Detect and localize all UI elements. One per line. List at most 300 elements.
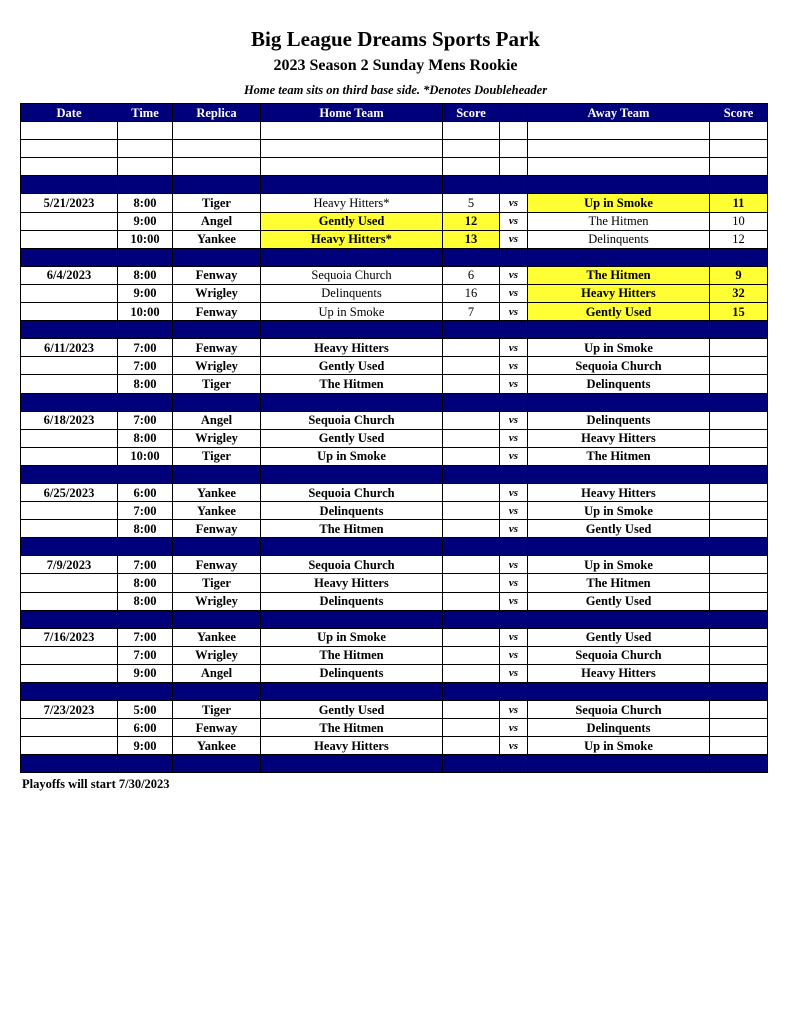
cell-time: 8:00	[118, 194, 173, 212]
cell-vs: vs	[500, 429, 528, 447]
cell-home-team	[261, 248, 443, 266]
cell-replica: Yankee	[173, 628, 261, 646]
cell-date	[21, 447, 118, 465]
table-row	[21, 592, 768, 610]
cell-away-score: 9	[710, 266, 768, 284]
cell-date	[21, 646, 118, 664]
cell-away-score	[710, 465, 768, 483]
cell-vs	[500, 755, 528, 773]
cell-away-team	[528, 393, 710, 411]
cell-away-score	[710, 411, 768, 429]
cell-time: 7:00	[118, 646, 173, 664]
cell-away-team: Up in Smoke	[528, 194, 710, 212]
cell-home-score	[443, 158, 500, 176]
cell-home-score	[443, 140, 500, 158]
cell-away-team: Heavy Hitters	[528, 483, 710, 501]
cell-vs: vs	[500, 737, 528, 755]
cell-away-score	[710, 375, 768, 393]
cell-date	[21, 284, 118, 302]
cell-date	[21, 520, 118, 538]
cell-replica: Wrigley	[173, 357, 261, 375]
cell-time	[118, 176, 173, 194]
cell-replica: Wrigley	[173, 592, 261, 610]
cell-away-score	[710, 628, 768, 646]
cell-time	[118, 321, 173, 339]
cell-away-score	[710, 646, 768, 664]
cell-date	[21, 429, 118, 447]
cell-home-team: Heavy Hitters*	[261, 194, 443, 212]
cell-time	[118, 683, 173, 701]
cell-date	[21, 465, 118, 483]
cell-home-team: The Hitmen	[261, 375, 443, 393]
cell-vs	[500, 122, 528, 140]
cell-vs: vs	[500, 339, 528, 357]
cell-home-team: Heavy Hitters	[261, 339, 443, 357]
cell-home-team	[261, 140, 443, 158]
cell-home-score	[443, 502, 500, 520]
cell-date	[21, 321, 118, 339]
cell-replica: Yankee	[173, 737, 261, 755]
header-home-score: Score	[443, 104, 500, 122]
cell-away-team	[528, 755, 710, 773]
date-separator-row	[21, 755, 768, 773]
cell-time: 8:00	[118, 592, 173, 610]
cell-date	[21, 719, 118, 737]
blank-row	[21, 122, 768, 140]
cell-home-score	[443, 411, 500, 429]
header-home-team: Home Team	[261, 104, 443, 122]
cell-replica	[173, 158, 261, 176]
cell-home-team: Sequoia Church	[261, 556, 443, 574]
cell-vs	[500, 176, 528, 194]
schedule-table	[20, 103, 768, 773]
header-replica: Replica	[173, 104, 261, 122]
cell-replica: Angel	[173, 212, 261, 230]
cell-time: 10:00	[118, 447, 173, 465]
header-vs	[500, 104, 528, 122]
cell-time: 8:00	[118, 266, 173, 284]
cell-vs: vs	[500, 719, 528, 737]
cell-time	[118, 755, 173, 773]
cell-away-score	[710, 393, 768, 411]
cell-away-score	[710, 610, 768, 628]
cell-away-score	[710, 447, 768, 465]
cell-home-team: Sequoia Church	[261, 266, 443, 284]
cell-away-score	[710, 755, 768, 773]
table-row	[21, 520, 768, 538]
cell-time: 9:00	[118, 737, 173, 755]
cell-vs: vs	[500, 574, 528, 592]
cell-away-team: Up in Smoke	[528, 556, 710, 574]
cell-vs: vs	[500, 194, 528, 212]
cell-away-score: 32	[710, 284, 768, 302]
cell-time: 6:00	[118, 719, 173, 737]
cell-time	[118, 393, 173, 411]
cell-home-score	[443, 701, 500, 719]
cell-date	[21, 248, 118, 266]
cell-replica: Wrigley	[173, 284, 261, 302]
cell-time: 10:00	[118, 230, 173, 248]
blank-row	[21, 140, 768, 158]
cell-time: 9:00	[118, 284, 173, 302]
cell-replica: Wrigley	[173, 429, 261, 447]
table-row	[21, 646, 768, 664]
cell-date	[21, 357, 118, 375]
cell-home-team: The Hitmen	[261, 520, 443, 538]
cell-time	[118, 158, 173, 176]
cell-home-score	[443, 683, 500, 701]
table-row	[21, 284, 768, 302]
table-row	[21, 483, 768, 501]
cell-replica: Tiger	[173, 701, 261, 719]
cell-away-score	[710, 339, 768, 357]
cell-home-score	[443, 447, 500, 465]
cell-time: 6:00	[118, 483, 173, 501]
cell-vs: vs	[500, 212, 528, 230]
cell-date	[21, 176, 118, 194]
cell-replica: Tiger	[173, 447, 261, 465]
cell-away-score	[710, 357, 768, 375]
cell-vs	[500, 465, 528, 483]
cell-vs: vs	[500, 592, 528, 610]
cell-date: 5/21/2023	[21, 194, 118, 212]
date-separator-row	[21, 538, 768, 556]
cell-vs	[500, 393, 528, 411]
cell-date	[21, 610, 118, 628]
cell-date	[21, 502, 118, 520]
page-title: Big League Dreams Sports Park	[251, 27, 540, 51]
cell-away-team	[528, 465, 710, 483]
table-row	[21, 357, 768, 375]
table-row	[21, 628, 768, 646]
cell-home-score: 6	[443, 266, 500, 284]
table-row	[21, 447, 768, 465]
cell-away-score: 10	[710, 212, 768, 230]
table-row	[21, 375, 768, 393]
cell-time: 10:00	[118, 303, 173, 321]
table-row	[21, 502, 768, 520]
cell-vs: vs	[500, 520, 528, 538]
cell-replica	[173, 122, 261, 140]
cell-time	[118, 140, 173, 158]
cell-date	[21, 592, 118, 610]
cell-home-team: The Hitmen	[261, 646, 443, 664]
cell-time: 7:00	[118, 628, 173, 646]
cell-away-score	[710, 683, 768, 701]
cell-away-score	[710, 140, 768, 158]
table-row	[21, 556, 768, 574]
cell-away-team	[528, 140, 710, 158]
cell-replica	[173, 393, 261, 411]
cell-home-score	[443, 122, 500, 140]
cell-date	[21, 574, 118, 592]
cell-home-team	[261, 158, 443, 176]
date-separator-row	[21, 610, 768, 628]
cell-away-score	[710, 429, 768, 447]
cell-home-team	[261, 393, 443, 411]
cell-home-team: Delinquents	[261, 592, 443, 610]
table-row	[21, 719, 768, 737]
header-away-team: Away Team	[528, 104, 710, 122]
cell-replica: Fenway	[173, 520, 261, 538]
cell-vs: vs	[500, 502, 528, 520]
cell-date	[21, 755, 118, 773]
cell-away-score	[710, 248, 768, 266]
cell-time: 5:00	[118, 701, 173, 719]
cell-away-team	[528, 176, 710, 194]
cell-home-team	[261, 755, 443, 773]
cell-away-team: Up in Smoke	[528, 339, 710, 357]
cell-date: 7/16/2023	[21, 628, 118, 646]
cell-away-score	[710, 502, 768, 520]
cell-away-team	[528, 683, 710, 701]
cell-home-team: Gently Used	[261, 429, 443, 447]
cell-home-score	[443, 248, 500, 266]
cell-home-team: Heavy Hitters*	[261, 230, 443, 248]
cell-date	[21, 212, 118, 230]
cell-replica	[173, 321, 261, 339]
cell-replica	[173, 176, 261, 194]
cell-replica	[173, 140, 261, 158]
cell-home-score	[443, 357, 500, 375]
date-separator-row	[21, 683, 768, 701]
cell-home-score	[443, 755, 500, 773]
cell-time	[118, 610, 173, 628]
cell-away-team	[528, 248, 710, 266]
header-time: Time	[118, 104, 173, 122]
cell-home-team: Up in Smoke	[261, 447, 443, 465]
cell-away-team: Gently Used	[528, 592, 710, 610]
cell-replica: Tiger	[173, 574, 261, 592]
cell-time: 7:00	[118, 502, 173, 520]
table-row	[21, 574, 768, 592]
cell-home-team: Gently Used	[261, 212, 443, 230]
cell-home-team: Sequoia Church	[261, 483, 443, 501]
cell-home-team: Gently Used	[261, 701, 443, 719]
cell-date: 6/18/2023	[21, 411, 118, 429]
cell-home-score	[443, 520, 500, 538]
playoffs-note: Playoffs will start 7/30/2023	[22, 777, 170, 791]
cell-vs: vs	[500, 701, 528, 719]
cell-home-score	[443, 393, 500, 411]
cell-vs	[500, 321, 528, 339]
cell-time: 8:00	[118, 574, 173, 592]
cell-home-score	[443, 375, 500, 393]
cell-away-team: Sequoia Church	[528, 701, 710, 719]
cell-away-score	[710, 574, 768, 592]
cell-date	[21, 737, 118, 755]
table-row	[21, 194, 768, 212]
cell-home-score: 16	[443, 284, 500, 302]
cell-home-score	[443, 321, 500, 339]
cell-vs	[500, 248, 528, 266]
cell-replica: Fenway	[173, 556, 261, 574]
page-subtitle: 2023 Season 2 Sunday Mens Rookie	[273, 57, 518, 74]
cell-away-score	[710, 122, 768, 140]
date-separator-row	[21, 248, 768, 266]
cell-vs	[500, 158, 528, 176]
cell-home-team	[261, 176, 443, 194]
cell-replica	[173, 755, 261, 773]
doubleheader-note: Home team sits on third base side. *Denotes Doubleheader	[243, 83, 548, 97]
cell-home-score: 5	[443, 194, 500, 212]
cell-home-team: Delinquents	[261, 502, 443, 520]
cell-home-score	[443, 483, 500, 501]
table-row	[21, 411, 768, 429]
cell-home-team: Sequoia Church	[261, 411, 443, 429]
cell-date: 6/11/2023	[21, 339, 118, 357]
cell-home-team: Up in Smoke	[261, 303, 443, 321]
cell-replica	[173, 683, 261, 701]
cell-vs: vs	[500, 646, 528, 664]
cell-time: 8:00	[118, 429, 173, 447]
cell-away-score: 12	[710, 230, 768, 248]
cell-home-team	[261, 465, 443, 483]
cell-replica	[173, 610, 261, 628]
cell-away-score	[710, 321, 768, 339]
cell-away-team: Heavy Hitters	[528, 429, 710, 447]
cell-home-score	[443, 737, 500, 755]
cell-replica: Fenway	[173, 719, 261, 737]
table-row	[21, 701, 768, 719]
schedule-body	[21, 122, 768, 773]
cell-away-team: Up in Smoke	[528, 737, 710, 755]
cell-away-score	[710, 719, 768, 737]
header-row	[21, 104, 768, 122]
cell-away-team	[528, 321, 710, 339]
cell-time: 7:00	[118, 411, 173, 429]
cell-date	[21, 230, 118, 248]
cell-time: 9:00	[118, 664, 173, 682]
cell-away-team: Delinquents	[528, 375, 710, 393]
cell-vs: vs	[500, 447, 528, 465]
cell-home-team: Up in Smoke	[261, 628, 443, 646]
cell-away-team: Delinquents	[528, 719, 710, 737]
cell-home-team	[261, 122, 443, 140]
cell-time: 9:00	[118, 212, 173, 230]
cell-date	[21, 158, 118, 176]
cell-away-team: Delinquents	[528, 230, 710, 248]
cell-vs: vs	[500, 556, 528, 574]
cell-away-score	[710, 538, 768, 556]
cell-replica: Yankee	[173, 483, 261, 501]
cell-time: 8:00	[118, 375, 173, 393]
header-date: Date	[21, 104, 118, 122]
cell-away-score	[710, 176, 768, 194]
cell-home-team	[261, 538, 443, 556]
cell-home-score: 12	[443, 212, 500, 230]
cell-away-team	[528, 122, 710, 140]
cell-home-team: Gently Used	[261, 357, 443, 375]
cell-away-team: The Hitmen	[528, 266, 710, 284]
cell-vs: vs	[500, 303, 528, 321]
cell-away-team: Delinquents	[528, 411, 710, 429]
cell-away-score	[710, 158, 768, 176]
cell-home-team: Delinquents	[261, 664, 443, 682]
table-row	[21, 737, 768, 755]
date-separator-row	[21, 176, 768, 194]
cell-away-score	[710, 701, 768, 719]
cell-vs: vs	[500, 357, 528, 375]
cell-date	[21, 140, 118, 158]
cell-home-score	[443, 429, 500, 447]
cell-away-team: Sequoia Church	[528, 646, 710, 664]
cell-replica: Yankee	[173, 230, 261, 248]
cell-home-score	[443, 628, 500, 646]
cell-date	[21, 375, 118, 393]
cell-date	[21, 683, 118, 701]
table-row	[21, 429, 768, 447]
cell-time	[118, 122, 173, 140]
cell-home-team	[261, 610, 443, 628]
cell-away-team: Heavy Hitters	[528, 284, 710, 302]
cell-away-team: Sequoia Church	[528, 357, 710, 375]
cell-away-team	[528, 610, 710, 628]
cell-date	[21, 122, 118, 140]
cell-home-score	[443, 574, 500, 592]
cell-home-score	[443, 646, 500, 664]
cell-vs	[500, 538, 528, 556]
cell-away-team: The Hitmen	[528, 447, 710, 465]
cell-vs: vs	[500, 411, 528, 429]
cell-vs: vs	[500, 266, 528, 284]
cell-date	[21, 538, 118, 556]
cell-home-score	[443, 176, 500, 194]
cell-home-score: 13	[443, 230, 500, 248]
cell-vs: vs	[500, 628, 528, 646]
table-row	[21, 230, 768, 248]
table-row	[21, 664, 768, 682]
cell-away-team: Gently Used	[528, 628, 710, 646]
cell-away-score	[710, 592, 768, 610]
cell-vs: vs	[500, 230, 528, 248]
cell-away-team: The Hitmen	[528, 574, 710, 592]
cell-vs	[500, 140, 528, 158]
table-row	[21, 339, 768, 357]
cell-replica: Wrigley	[173, 646, 261, 664]
cell-vs: vs	[500, 483, 528, 501]
cell-away-score	[710, 556, 768, 574]
cell-vs: vs	[500, 284, 528, 302]
cell-time: 8:00	[118, 520, 173, 538]
cell-replica: Fenway	[173, 266, 261, 284]
cell-home-score	[443, 556, 500, 574]
cell-replica: Angel	[173, 664, 261, 682]
date-separator-row	[21, 393, 768, 411]
cell-date	[21, 664, 118, 682]
cell-replica	[173, 465, 261, 483]
date-separator-row	[21, 465, 768, 483]
cell-home-team	[261, 683, 443, 701]
cell-replica: Fenway	[173, 339, 261, 357]
date-separator-row	[21, 321, 768, 339]
cell-date: 7/9/2023	[21, 556, 118, 574]
cell-time: 7:00	[118, 339, 173, 357]
cell-date: 6/4/2023	[21, 266, 118, 284]
cell-away-team	[528, 538, 710, 556]
cell-away-score	[710, 483, 768, 501]
cell-replica: Fenway	[173, 303, 261, 321]
cell-away-team: Gently Used	[528, 520, 710, 538]
cell-home-score	[443, 538, 500, 556]
cell-home-team: Heavy Hitters	[261, 737, 443, 755]
cell-home-score	[443, 592, 500, 610]
cell-home-team: The Hitmen	[261, 719, 443, 737]
cell-replica: Tiger	[173, 194, 261, 212]
blank-row	[21, 158, 768, 176]
cell-date: 7/23/2023	[21, 701, 118, 719]
cell-replica: Tiger	[173, 375, 261, 393]
